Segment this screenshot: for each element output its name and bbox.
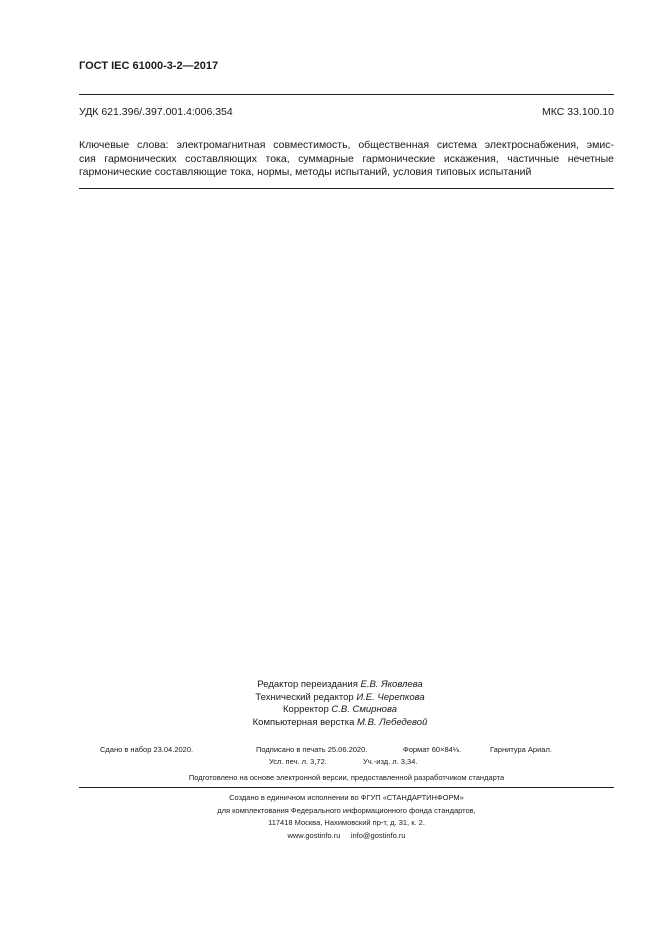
corrector-role: Корректор (283, 704, 329, 715)
layout-editor-name: М.В. Лебедевой (357, 716, 428, 728)
website-link[interactable]: www.gostinfo.ru (287, 830, 341, 840)
layout-editor (200, 717, 480, 730)
reissue-editor-name: Е.В. Яковлева (360, 679, 423, 690)
submitted-date: Сдано в набор 23.04.2020. (100, 745, 194, 754)
paper-format: Формат 60×84⅛. (403, 745, 462, 754)
reissue-editor (200, 679, 480, 692)
publisher-line: Создано в единичном исполнении во ФГУП «СТАНДАРТИНФОРМ» (229, 793, 464, 802)
publisher-contacts (79, 830, 614, 843)
email-link[interactable]: info@gostinfo.ru (350, 830, 406, 840)
keywords-line: сия гармонических составляющих тока, суммарные гармонические искажения, частичные нечетные (79, 152, 614, 165)
print-sheets: Усл. печ. л. 3,72. (269, 757, 327, 766)
mks-code: МКС 33.100.10 (542, 106, 614, 118)
editors-block (200, 679, 480, 729)
udk-code: УДК 621.396/.397.001.4:006.354 (79, 106, 233, 118)
publisher-line: для комплектования Федерального информационного фонда стандартов, (217, 805, 476, 815)
keywords-line: Ключевые слова: электромагнитная совместимость, общественная система электроснабжения, эмис- (79, 139, 614, 151)
imprint-row (100, 745, 552, 754)
reissue-editor-role: Редактор переиздания (257, 679, 358, 690)
top-divider (79, 94, 614, 95)
keywords-line: гармонические составляющие тока, нормы, методы испытаний, условия типовых испытаний (79, 166, 532, 178)
keywords-divider (79, 188, 614, 189)
standard-title: ГОСТ IEC 61000-3-2—2017 (79, 60, 219, 72)
publisher-block (79, 792, 614, 842)
corrector-name: С.В. Смирнова (331, 704, 397, 715)
signed-date: Подписано в печать 25.06.2020. (256, 745, 368, 754)
corrector (200, 704, 480, 717)
typeface: Гарнитура Ариал. (490, 745, 552, 754)
tech-editor-role: Технический редактор (255, 691, 354, 703)
layout-editor-role: Компьютерная верстка (252, 716, 355, 728)
publisher-address: 117418 Москва, Нахимовский пр-т, д. 31, к. 2. (268, 818, 425, 827)
publisher-sheets: Уч.-изд. л. 3,34. (363, 757, 418, 766)
tech-editor (200, 692, 480, 705)
keywords-paragraph (79, 139, 614, 180)
tech-editor-name: И.Е. Черепкова (356, 691, 425, 703)
publisher-divider (79, 787, 614, 788)
imprint-sheets-row (269, 757, 418, 766)
prepared-note: Подготовлено на основе электронной версии, предоставленной разработчиком стандарта (188, 773, 505, 782)
